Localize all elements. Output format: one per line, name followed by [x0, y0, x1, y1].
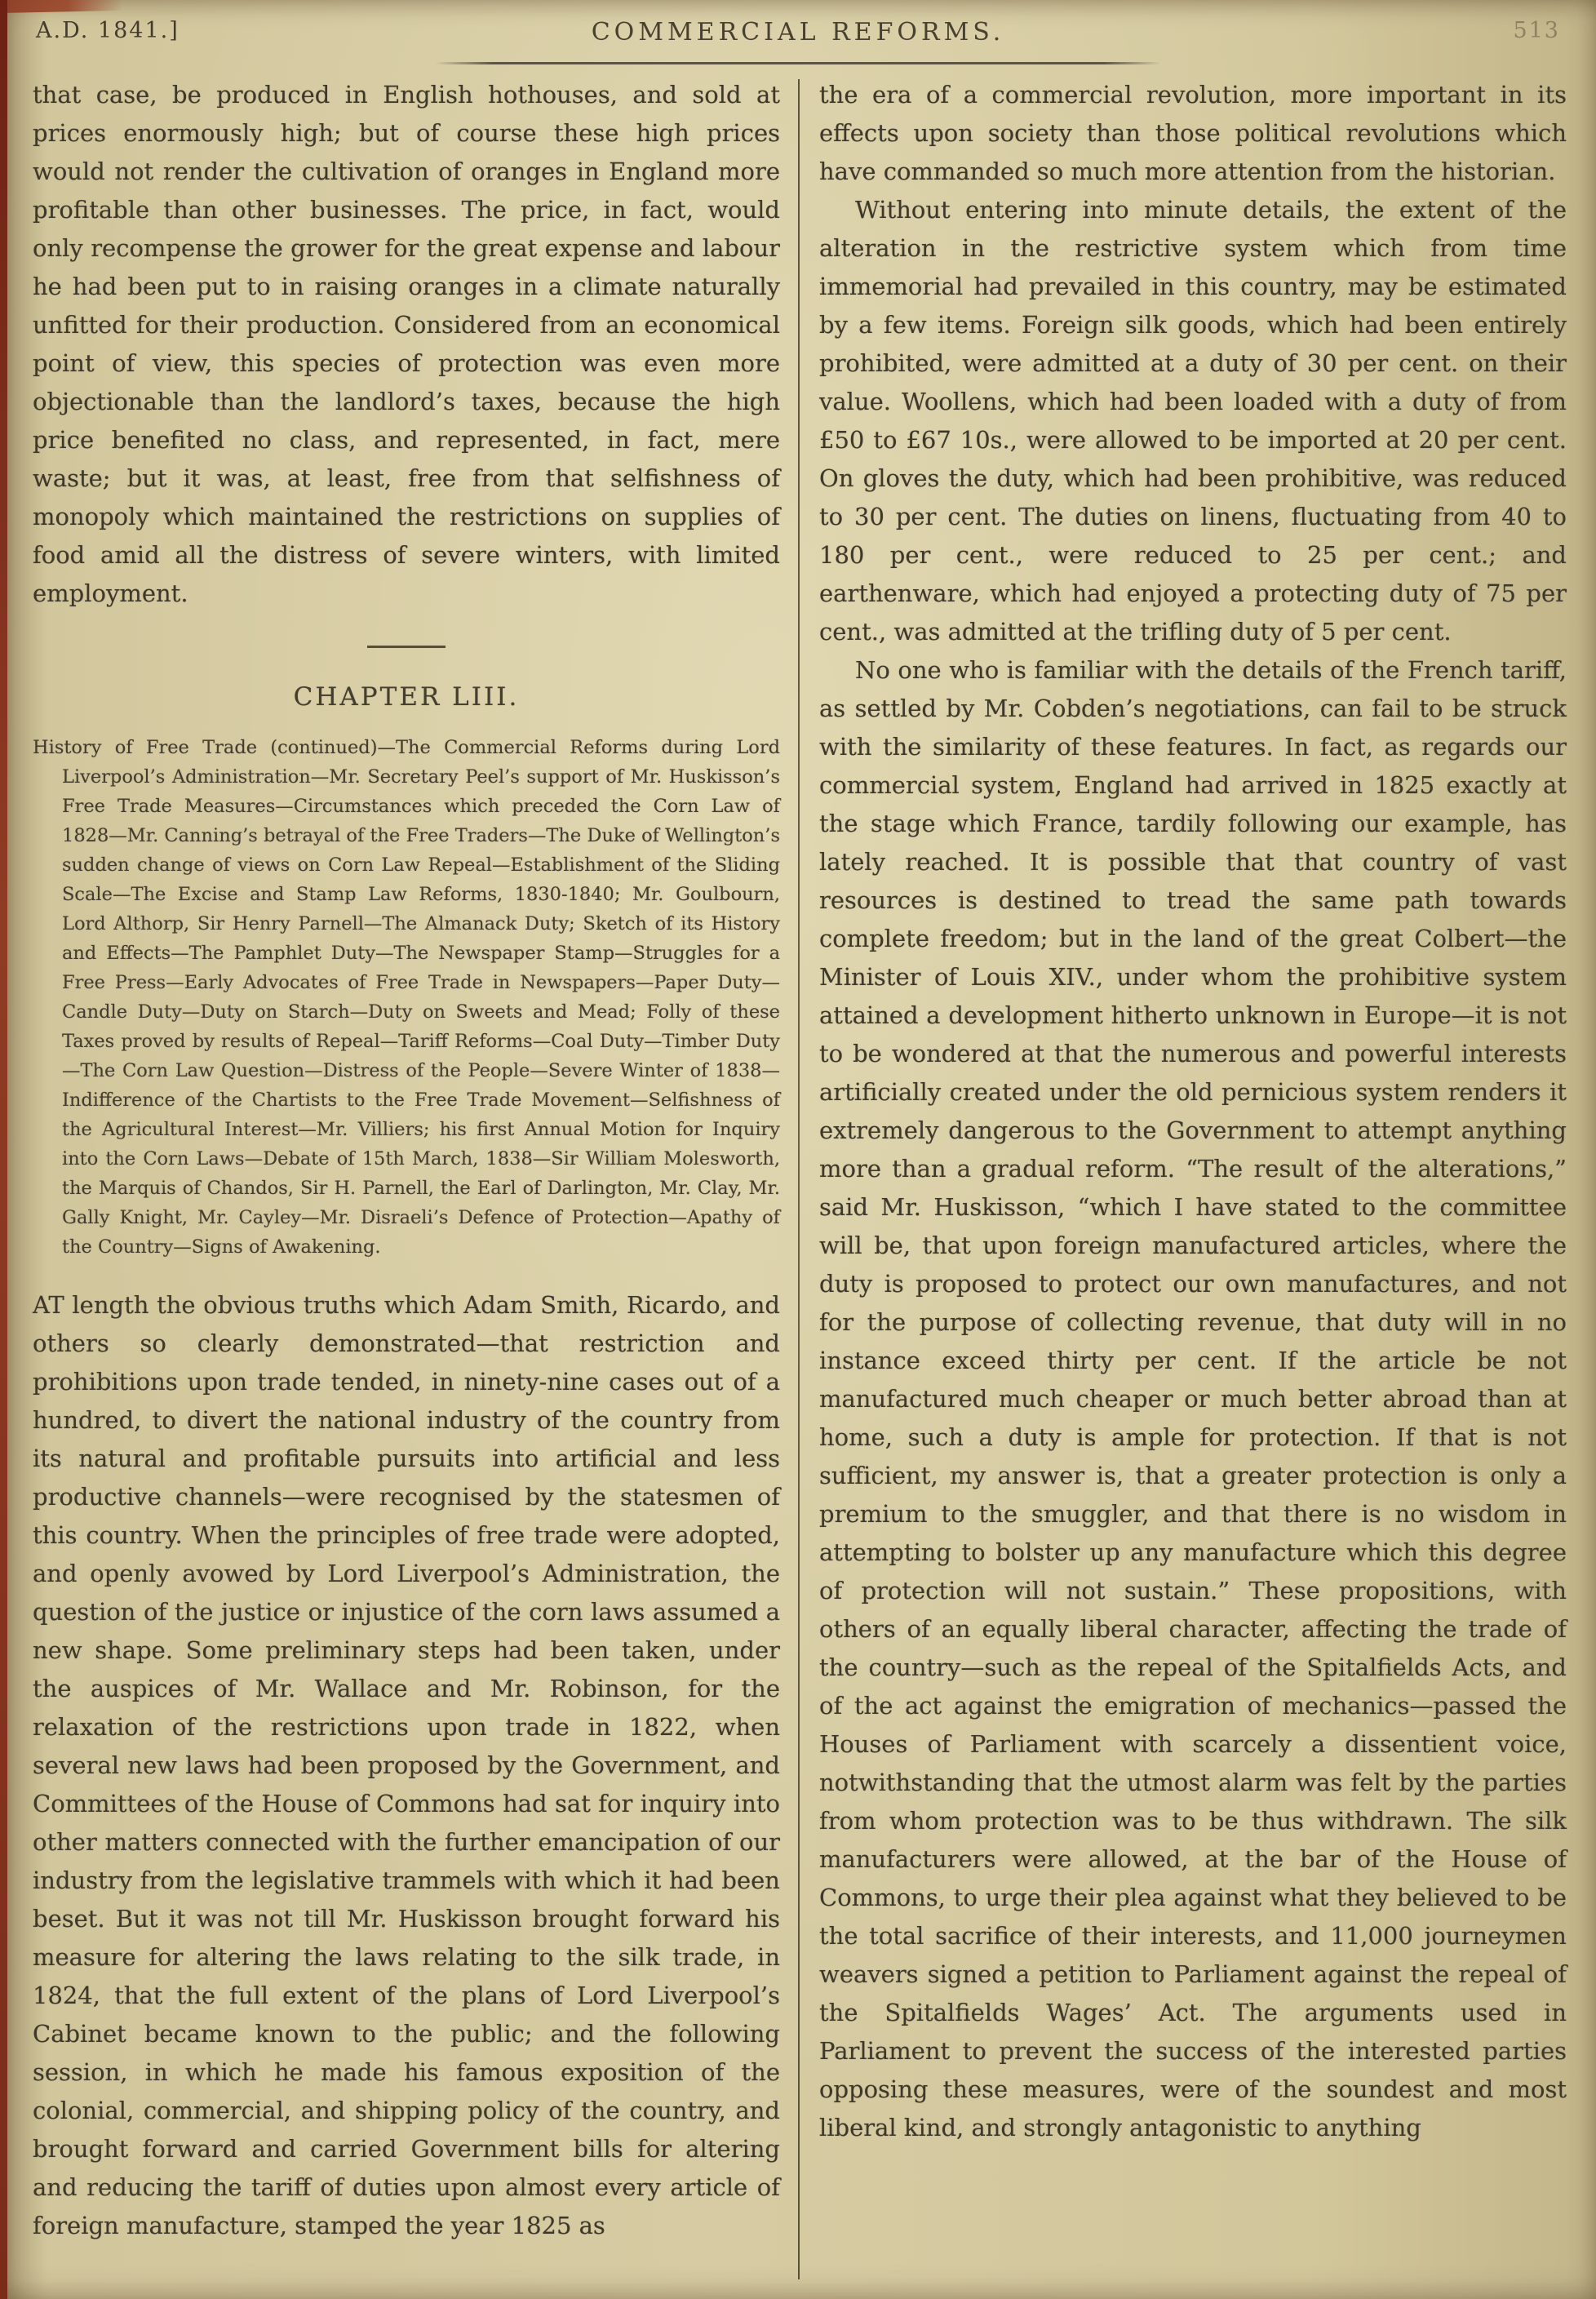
chapter-summary: History of Free Trade (continued)—The Commercial Reforms during Lord Liverpool’s Administration—Mr. Secretary Peel’s support of Mr. Huskisson’s Free Trade Measures—Circumstances which preceded the Corn Law of 1828—Mr. Canning’s betrayal of the Free Traders—The Duke of Wellington’s sudden change of views on Corn Law Repeal—Establishment of the Sliding Scale—The Excise and Stamp Law Reforms, 1830-1840; Mr. Goulbourn, Lord Althorp, Sir Henry Parnell—The Almanack Duty; Sketch of its History and Effects—The Pamphlet Duty—The Newspaper Stamp—Struggles for a Free Press—Early Advocates of Free Trade in Newspapers—Paper Duty—Candle Duty—Duty on Starch—Duty on Sweets and Mead; Folly of these Taxes proved by results of Repeal—Tariff Reforms—Coal Duty—Timber Duty—The Corn Law Question—Distress of the People—Severe Winter of 1838—Indifference of the Chartists to the Free Trade Movement—Selfishness of the Agricultural Interest—Mr. Villiers; his first Annual Motion for Inquiry into the Corn Laws—Debate of 15th March, 1838—Sir William Molesworth, the Marquis of Chandos, Sir H. Parnell, the Earl of Darlington, Mr. Clay, Mr. Gally Knight, Mr. Cayley—Mr. Disraeli’s Defence of Protection—Apathy of the Country—Signs of Awakening.	[33, 737, 780, 1258]
continuation-paragraph: that case, be produced in English hothouses, and sold at prices enormously high; but of course these high prices would not render the cultivation of oranges in England more profitable than other businesses. The price, in fact, would only recompense the grower for the great expense and labour he had been put to in raising oranges in a climate naturally unfitted for their production. Considered from an economical point of view, this species of protection was even more objectionable than the landlord’s taxes, because the high price benefited no class, and represented, in fact, mere waste; but it was, at least, free from that selfishness of monopoly which maintained the restrictions on supplies of food amid all the distress of severe winters, with limited employment.	[33, 81, 780, 607]
header-date: A.D. 1841.]	[36, 18, 180, 43]
chapter-heading: CHAPTER LIII.	[293, 682, 520, 712]
chapter-opening-paragraph: AT length the obvious truths which Adam Smith, Ricardo, and others so clearly demonstrated—that restriction and prohibitions upon trade tended, in ninety-nine cases out of a hundred, to divert the national industry of the country from its natural and profitable pursuits into artificial and less productive channels—were recognised by the statesmen of this country. When the principles of free trade were adopted, and openly avowed by Lord Liverpool’s Administration, the question of the justice or injustice of the corn laws assumed a new shape. Some preliminary steps had been taken, under the auspices of Mr. Wallace and Mr. Robinson, for the relaxation of the restrictions upon trade in 1822, when several new laws had been proposed by the Government, and Committees of the House of Commons had sat for inquiry into other matters connected with the further emancipation of our industry from the legislative trammels with which it had been beset. But it was not till Mr. Huskisson brought forward his measure for altering the laws relating to the silk trade, in 1824, that the full extent of the plans of Lord Liverpool’s Cabinet became known to the public; and the following session, in which he made his famous exposition of the colonial, commercial, and shipping policy of the country, and brought forward and carried Government bills for altering and reducing the tariff of duties upon almost every article of foreign manufacture, stamped the year 1825 as	[33, 1291, 780, 2239]
text-columns	[0, 64, 1596, 2279]
page-title: COMMERCIAL REFORMS.	[591, 18, 1005, 47]
right-column	[800, 76, 1567, 2279]
continuation-paragraph: the era of a commercial revolution, more important in its effects upon society than those political revolutions which have commanded so much more attention from the historian.	[819, 81, 1567, 185]
left-column	[33, 76, 798, 2279]
running-head	[0, 0, 1596, 54]
section-divider-rule	[367, 646, 446, 648]
body-paragraph: No one who is familiar with the details of the French tariff, as settled by Mr. Cobden’s negotiations, can fail to be struck with the similarity of these features. In fact, as regards our commercial system, England had arrived in 1825 exactly at the stage which France, tardily following our example, has lately reached. It is possible that that country of vast resources is destined to tread the same path towards complete freedom; but in the land of the great Colbert—the Minister of Louis XIV., under whom the prohibitive system attained a development hitherto unknown in Europe—it is not to be wondered at that the numerous and powerful interests artificially created under the old pernicious system renders it extremely dangerous to the Government to attempt anything more than a gradual reform. “The result of the alterations,” said Mr. Huskisson, “which I have stated to the committee will be, that upon foreign manufactured articles, where the duty is proposed to protect our own manufactures, and not for the purpose of collecting revenue, that duty will in no instance exceed thirty per cent. If the article be not manufactured much cheaper or much better abroad than at home, such a duty is ample for protection. If that is not sufficient, my answer is, that a greater protection is only a premium to the smuggler, and that there is no wisdom in attempting to bolster up any manufacture which this degree of protection will not sustain.” These propositions, with others of an equally liberal character, affecting the trade of the country—such as the repeal of the Spitalfields Acts, and of the act against the emigration of mechanics—passed the Houses of Parliament with scarcely a dissentient voice, notwithstanding that the utmost alarm was felt by the parties from whom protection was to be thus withdrawn. The silk manufacturers were allowed, at the bar of the House of Commons, to urge their plea against what they believed to be the total sacrifice of their interests, and 11,000 journeymen weavers signed a petition to Parliament against the repeal of the Spitalfields Wages’ Act. The arguments used in Parliament to prevent the success of the interested parties opposing these measures, were of the soundest and most liberal kind, and strongly antagonistic to anything	[819, 656, 1567, 2141]
binding-edge	[0, 0, 7, 2299]
body-paragraph: Without entering into minute details, the extent of the alteration in the restrictive system which from time immemorial had prevailed in this country, may be estimated by a few items. Foreign silk goods, which had been entirely prohibited, were admitted at a duty of 30 per cent. on their value. Woollens, which had been loaded with a duty of from £50 to £67 10s., were allowed to be imported at 20 per cent. On gloves the duty, which had been prohibitive, was reduced to 30 per cent. The duties on linens, fluctuating from 40 to 180 per cent., were reduced to 25 per cent.; and earthenware, which had enjoyed a protecting duty of 75 per cent., was admitted at the trifling duty of 5 per cent.	[819, 196, 1567, 646]
page-number: 513	[1513, 18, 1560, 43]
